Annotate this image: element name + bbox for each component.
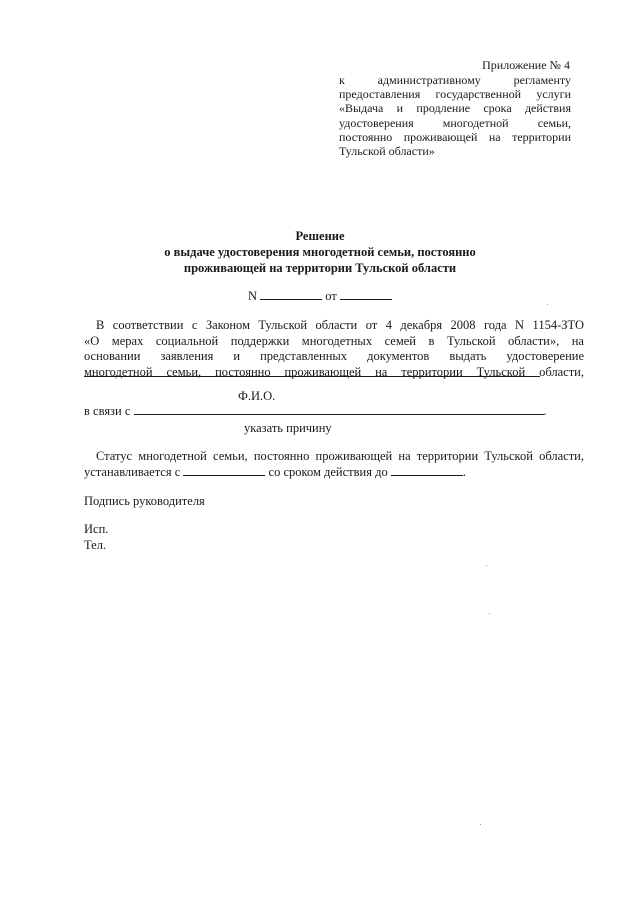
status-until-blank: [391, 465, 463, 476]
status-end: .: [462, 464, 466, 479]
scan-speck: [480, 824, 481, 825]
decision-paragraph: [84, 318, 584, 380]
scan-speck: [489, 613, 490, 614]
status-until-label: со сроком действия до: [268, 464, 388, 479]
title-line: Решение: [295, 229, 345, 243]
appendix-description: [339, 73, 571, 158]
status-from-label: устанавливается с: [84, 464, 181, 479]
reason-blank: [134, 404, 544, 415]
fio-caption: Ф.И.О.: [238, 389, 276, 403]
status-from-blank: [183, 465, 265, 476]
decision-number-line: [0, 289, 640, 304]
title-line: о выдаче удостоверения многодетной семьи, постоянно: [164, 245, 476, 259]
phone-label: Тел.: [84, 538, 107, 552]
number-label: N: [248, 289, 258, 303]
appendix-line: предоставления государственной услуги: [339, 87, 571, 102]
appendix-line: постоянно проживающей на территории: [339, 129, 571, 144]
paragraph-line: В соответствии с Законом Тульской области от 4 декабря 2008 года N 1154-ЗТО: [96, 318, 584, 332]
reason-prefix: в связи с: [84, 404, 131, 418]
status-dates-line: [84, 465, 584, 481]
status-paragraph: [84, 449, 584, 480]
appendix-number: Приложение № 4: [482, 58, 570, 72]
paragraph-line: Статус многодетной семьи, постоянно проживающей на территории Тульской области,: [96, 449, 584, 463]
scan-speck: [486, 565, 487, 566]
paragraph-line: «О мерах социальной поддержки многодетных семей в Тульской области», на: [84, 333, 584, 348]
appendix-line: к административному регламенту: [339, 73, 571, 87]
appendix-line: Тульской области»: [339, 144, 435, 159]
signature-label: Подпись руководителя: [84, 494, 205, 508]
paragraph-line: многодетной семьи, постоянно проживающей на территории Тульской области,: [84, 364, 584, 379]
fio-blank-line: [84, 376, 540, 377]
executor-label: Исп.: [84, 522, 109, 536]
appendix-line: удостоверения многодетной семьи,: [339, 115, 571, 130]
title-line: проживающей на территории Тульской области: [183, 261, 457, 275]
number-blank: [260, 289, 322, 300]
document-title: [0, 228, 640, 276]
reason-end: .: [543, 404, 547, 418]
scan-speck: [547, 304, 548, 305]
paragraph-line: основании заявления и представленных документов выдать удостоверение: [84, 349, 584, 363]
reason-row: [84, 404, 547, 419]
appendix-line: «Выдача и продление срока действия: [339, 101, 571, 116]
reason-caption: указать причину: [244, 421, 332, 435]
date-blank: [340, 289, 392, 300]
date-label: от: [325, 289, 337, 303]
